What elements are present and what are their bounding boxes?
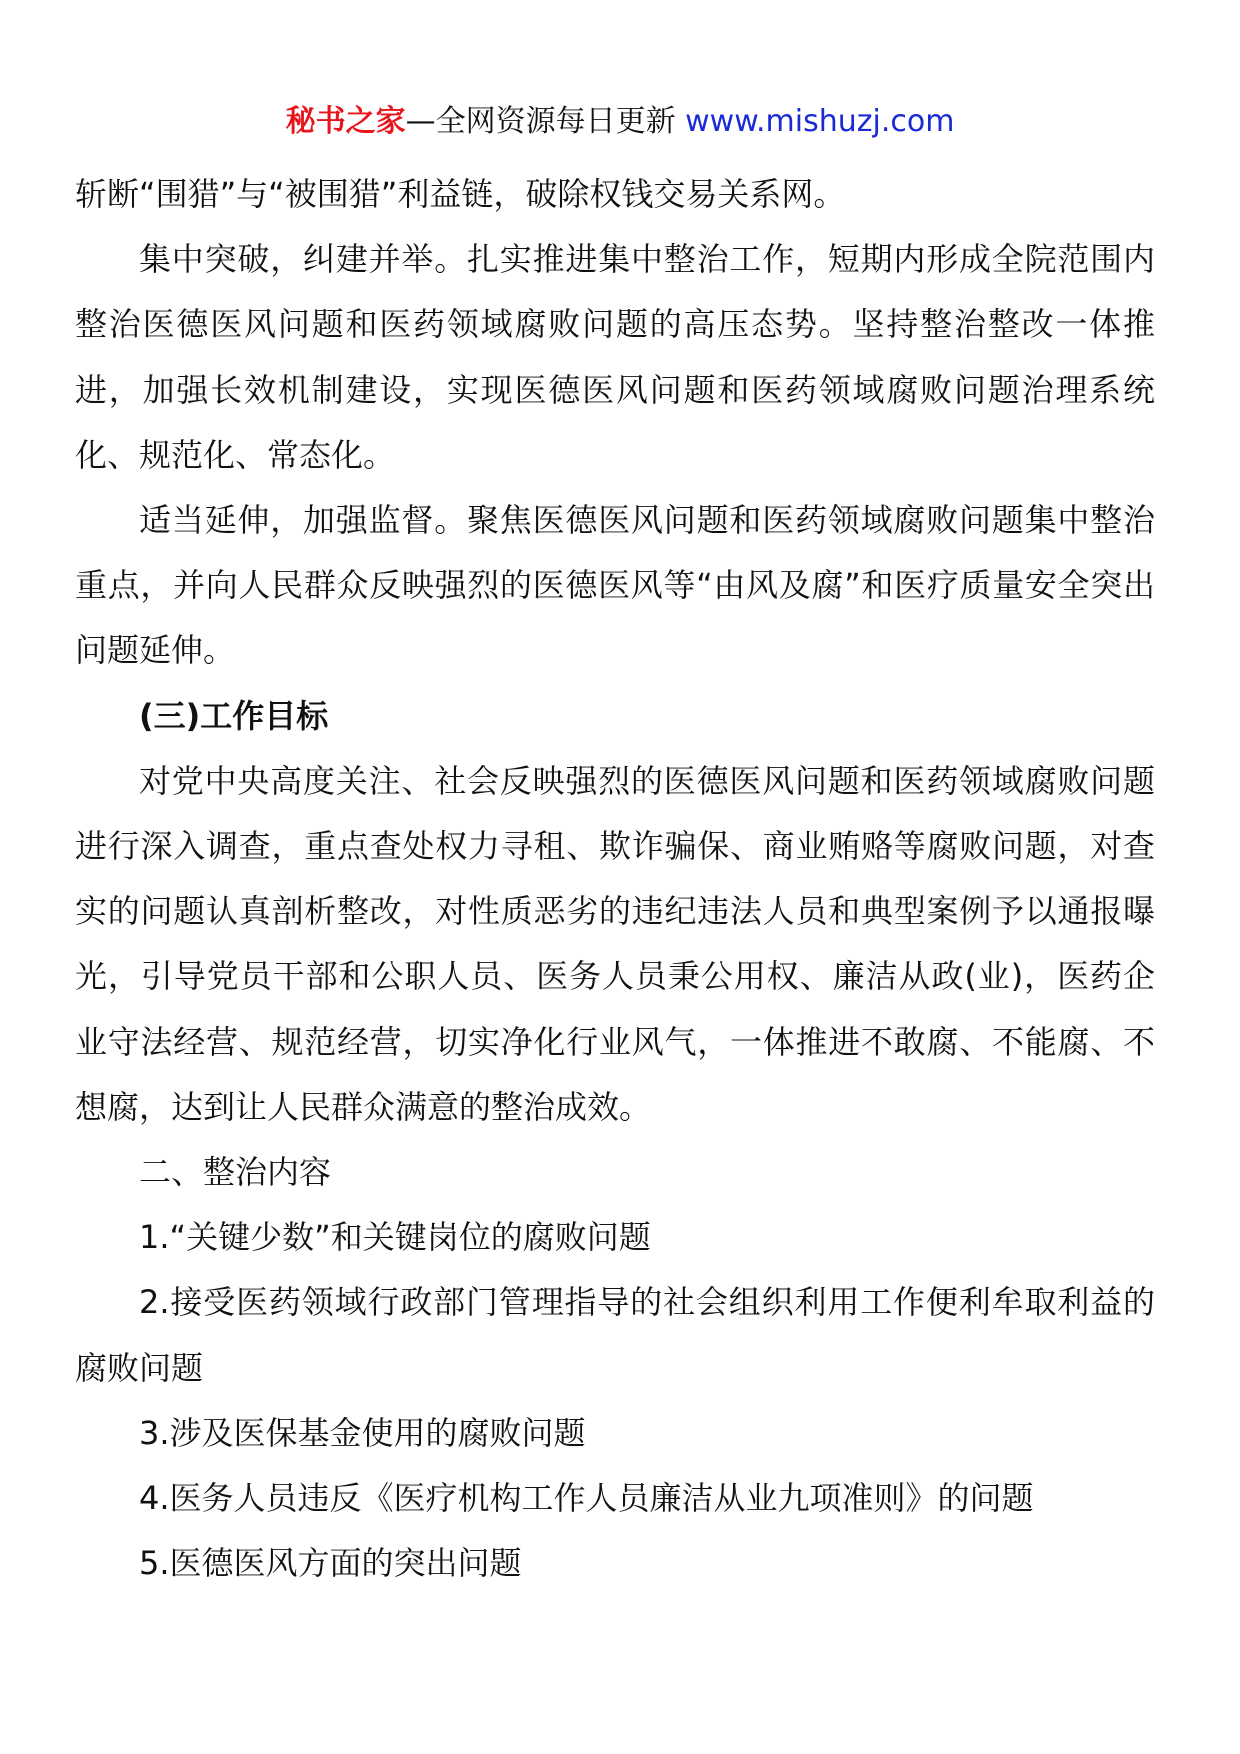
list-item-5: 5.医德医风方面的突出问题 [139,1544,522,1583]
paragraph-concentrated-breakthrough: 集中突破，纠建并举。扎实推进集中整治工作，短期内形成全院范围内整治医德医风问题和医药领域腐败问题的高压态势。坚持整治整改一体推进，加强长效机制建设，实现医德医风问题和医药领域腐败问题治理系统化、规范化、常态化。 [75,240,1155,474]
list-item-4: 4.医务人员违反《医疗机构工作人员廉洁从业九项准则》的问题 [139,1479,1034,1518]
section-heading-work-goals: (三)工作目标 [139,696,329,735]
list-item-2: 2.接受医药领域行政部门管理指导的社会组织利用工作便利牟取利益的腐败问题 [75,1283,1155,1387]
paragraph-appropriate-extension: 适当延伸，加强监督。聚焦医德医风问题和医药领域腐败问题集中整治重点，并向人民群众反映强烈的医德医风等“由风及腐”和医疗质量安全突出问题延伸。 [75,501,1155,670]
list-item-3: 3.涉及医保基金使用的腐败问题 [139,1413,586,1452]
paragraph-work-goals: 对党中央高度关注、社会反映强烈的医德医风问题和医药领域腐败问题进行深入调查，重点查处权力寻租、欺诈骗保、商业贿赂等腐败问题，对查实的问题认真剖析整改，对性质恶劣的违纪违法人员和典型案例予以通报曝光，引导党员干部和公职人员、医务人员秉公用权、廉洁从政(业)，医药企业守法经营、规范经营，切实净化行业风气，一体推进不敢腐、不能腐、不想腐，达到让人民群众满意的整治成效。 [75,761,1155,1126]
brand-name: 秘书之家 [285,104,406,139]
paragraph-continuation: 斩断“围猎”与“被围猎”利益链，破除权钱交易关系网。 [75,175,846,213]
page-header [0,100,1240,144]
section-heading-rectification-content: 二、整治内容 [139,1153,332,1192]
list-item-1: 1.“关键少数”和关键岗位的腐败问题 [139,1218,651,1257]
header-slogan: —全网资源每日更新 [405,104,686,139]
document-body [75,162,1155,1596]
website-link[interactable]: www.mishuzj.com [685,104,955,139]
